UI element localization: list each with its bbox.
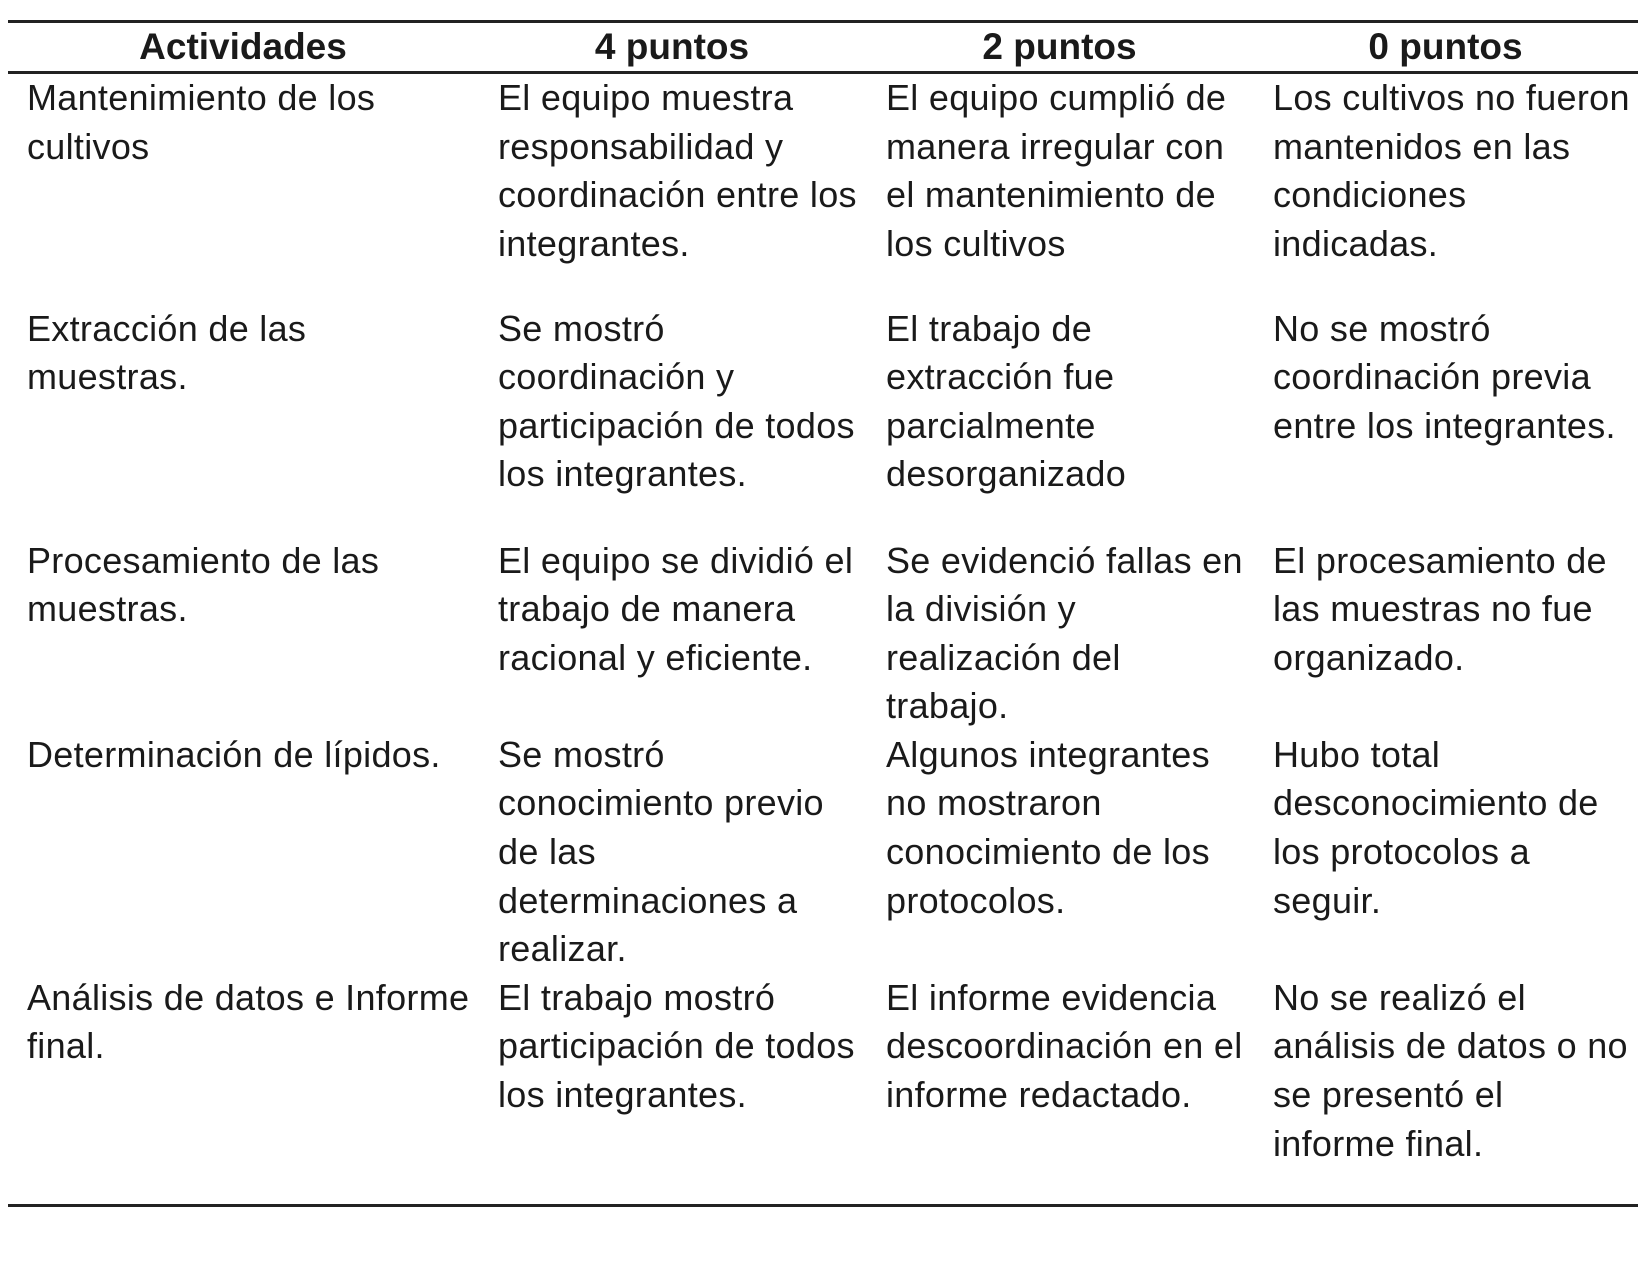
cell-4-puntos: Se mostró coordinación y participación de todos los integrantes. <box>498 307 855 495</box>
cell-0-puntos: Hubo total desconocimiento de los protocolos a seguir. <box>1273 733 1599 921</box>
cell-0-puntos: No se mostró coordinación previa entre los integrantes. <box>1273 307 1616 446</box>
header-2-puntos: 2 puntos <box>866 22 1253 73</box>
cell-2-puntos: Algunos integrantes no mostraron conocimiento de los protocolos. <box>886 733 1210 921</box>
cell-actividad: Análisis de datos e Informe final. <box>27 976 470 1067</box>
table-row <box>8 974 1638 1206</box>
cell-0-puntos: El procesamiento de las muestras no fue organizado. <box>1273 539 1607 678</box>
table-row <box>8 305 1638 537</box>
cell-2-puntos: El informe evidencia descoordinación en el informe redactado. <box>886 976 1243 1116</box>
header-actividades: Actividades <box>8 22 478 73</box>
header-4-puntos: 4 puntos <box>478 22 866 73</box>
cell-2-puntos: El trabajo de extracción fue parcialmente desorganizado <box>886 307 1127 495</box>
cell-actividad: Extracción de las muestras. <box>27 307 307 398</box>
cell-2-puntos: El equipo cumplió de manera irregular con el mantenimiento de los cultivos <box>886 77 1227 264</box>
table-row <box>8 731 1638 974</box>
cell-actividad: Determinación de lípidos. <box>27 733 441 775</box>
cell-4-puntos: El trabajo mostró participación de todos los integrantes. <box>498 976 855 1116</box>
table-row <box>8 537 1638 731</box>
rubric-table <box>8 20 1638 1207</box>
cell-4-puntos: Se mostró conocimiento previo de las determinaciones a realizar. <box>498 733 824 970</box>
cell-4-puntos: El equipo muestra responsabilidad y coordinación entre los integrantes. <box>498 77 857 264</box>
header-row <box>8 22 1638 73</box>
cell-0-puntos: No se realizó el análisis de datos o no se presentó el informe final. <box>1273 976 1628 1164</box>
cell-4-puntos: El equipo se dividió el trabajo de manera racional y eficiente. <box>498 539 854 678</box>
cell-actividad: Mantenimiento de los cultivos <box>27 77 376 167</box>
cell-2-puntos: Se evidenció fallas en la división y realización del trabajo. <box>886 539 1243 727</box>
cell-0-puntos: Los cultivos no fueron mantenidos en las condiciones indicadas. <box>1273 77 1630 264</box>
table-row <box>8 73 1638 305</box>
header-0-puntos: 0 puntos <box>1253 22 1638 73</box>
cell-actividad: Procesamiento de las muestras. <box>27 539 380 630</box>
